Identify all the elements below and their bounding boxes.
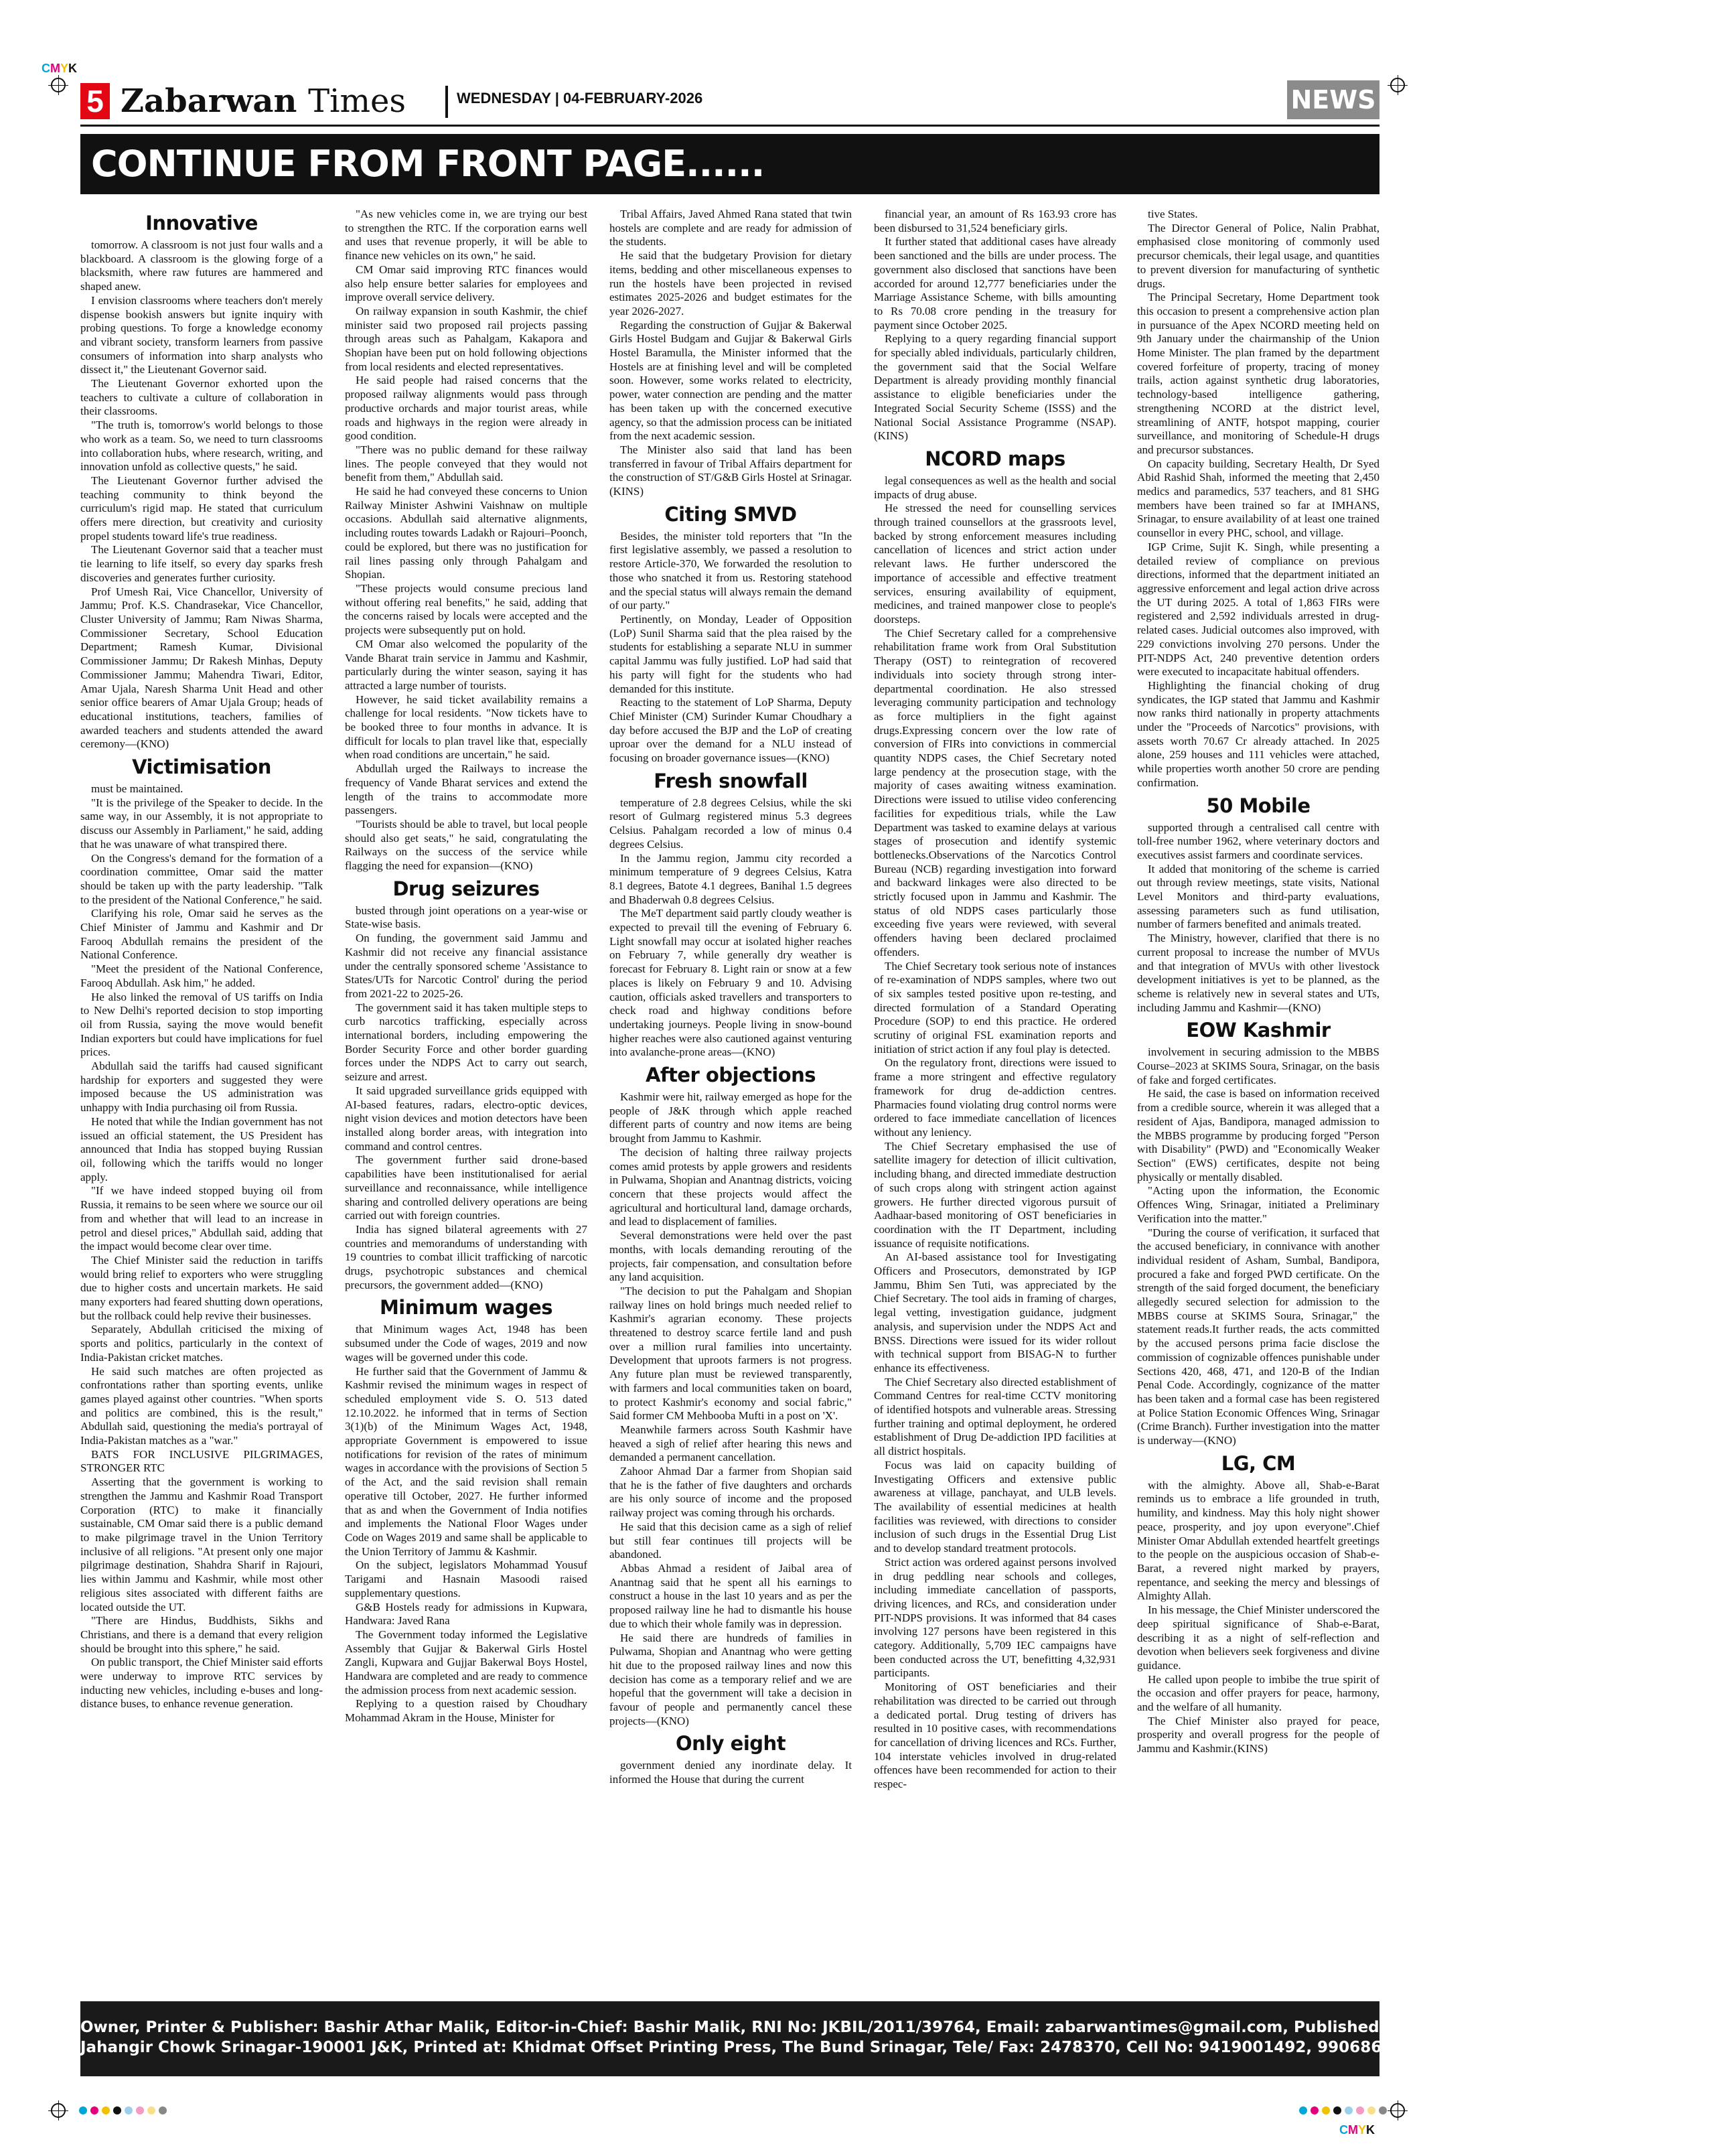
article-paragraph: I envision classrooms where teachers don't merely dispense bookish answers but ignite inquiry with probing questions. To forge a knowledge economy and vibrant society, transform learners from passive consumers of information into sharp analysts who dissect it," the Lieutenant Governor said. xyxy=(80,293,323,376)
imprint-footer xyxy=(80,2001,1717,2076)
article-paragraph: On the regulatory front, directions were issued to frame a more stringent and effective regulatory framework for drug de-addiction centres. Pharmacies found violating drug control norms were ordered to face immediate cancellation of licences without any leniency. xyxy=(874,1056,1116,1139)
article-paragraph: The decision of halting three railway projects comes amid protests by apple growers and residents in Pulwama, Shopian and Anantnag districts, voicing concern that these projects would affect the agricultural and horticultural land, damage orchards, and lead to displacement of families. xyxy=(609,1145,852,1228)
paper-name-first: Zabarwan xyxy=(121,82,297,120)
article-paragraph: "It is the privilege of the Speaker to decide. In the same way, in our Assembly, it is not appropriate to discuss our Assembly in Parliament," he said, adding that he was unaware of what transpired there. xyxy=(80,796,323,851)
article-headline: Victimisation xyxy=(132,756,271,779)
cmyk-k: K xyxy=(68,62,78,75)
cmyk-c: C xyxy=(42,62,50,75)
cmyk-c: C xyxy=(1339,2123,1348,2137)
article-headline: NCORD maps xyxy=(925,447,1065,470)
masthead-divider xyxy=(445,86,448,118)
article-paragraph: It added that monitoring of the scheme is carried out through review meetings, state visits, National Level Monitors and third-party evaluations, assessing parameters such as fund utilisation, number of farmers benefited and animals treated. xyxy=(1137,862,1379,931)
registration-mark-icon xyxy=(51,78,66,92)
article-paragraph: He further said that the Government of Jammu & Kashmir revised the minimum wages in respect of scheduled employment vide S. O. 513 dated 12.10.2022. he informed that in terms of Section 3(1)(b) of the Minimum Wages Act, 1948, appropriate Government is empowered to issue notifications for revision of the rates of minimum wages in accordance with the provisions of Section 5 of the Act, and the said revision shall remain operative till October, 2027. He further informed that as and when the Government of India notifies and implements the National Floor Wages under Code on Wages 2019 and same shall be applicable to the Union Territory of Jammu & Kashmir. xyxy=(345,1364,587,1558)
article-paragraph: In the Jammu region, Jammu city recorded a minimum temperature of 9 degrees Celsius, Katra 8.1 degrees, Batote 4.1 degrees, Banihal 1.5 degrees and Bhaderwah 0.8 degrees Celsius. xyxy=(609,851,852,906)
article-paragraph: must be maintained. xyxy=(91,782,183,796)
article-paragraph: BATS FOR INCLUSIVE PILGRIMAGES, STRONGER RTC xyxy=(80,1447,323,1475)
article-paragraph: He said that this decision came as a sigh of relief but still fear continues till projects will be abandoned. xyxy=(609,1520,852,1561)
article-paragraph: supported through a centralised call centre with toll-free number 1962, where veterinary doctors and executives assist farmers and coordinate services. xyxy=(1137,820,1379,861)
cmyk-label-bottom xyxy=(1339,2123,1375,2137)
article-paragraph: Tribal Affairs, Javed Ahmed Rana stated that twin hostels are complete and are ready for admission of the students. xyxy=(609,208,852,248)
article-paragraph: He said such matches are often projected as confrontations rather than sporting events, unlike games played against other countries. "When sports and politics are combined, this is the result," Abdullah said, questioning the media's portrayal of India-Pakistan matches as a "war." xyxy=(80,1364,323,1447)
article-paragraph: On public transport, the Chief Minister said efforts were underway to improve RTC services by inducting new vehicles, including e-buses and long-distance buses, to enhance revenue generation. xyxy=(80,1656,323,1711)
article-paragraph: Pertinently, on Monday, Leader of Opposition (LoP) Sunil Sharma said that the plea raised by the students for establishing a separate NLU in summer capital Jammu was fully justified. LoP had said that his party will fight for the students who had demanded for this institute. xyxy=(609,612,852,695)
article-paragraph: The Lieutenant Governor exhorted upon the teachers to cultivate a culture of collaboration in their classrooms. xyxy=(80,377,323,418)
article-paragraph: Abbas Ahmad a resident of Jaibal area of Anantnag said that he spent all his earnings to construct a house in the last 10 years and as per the proposed railway line he had to dismantle his house due to which their whole family was in depression. xyxy=(609,1561,852,1630)
column-1 xyxy=(80,208,323,1989)
article-paragraph: The Chief Secretary called for a comprehensive rehabilitation frame work from Oral Substitution Therapy (OST) to reintegration of recovered individuals into society through strong inter-departmental coordination. He also stressed leveraging community participation and technology as force multipliers in the fight against drugs.Expressing concern over the low rate of conversion of FIRs into convictions in commercial quantity NDPS cases, the Chief Secretary noted large pendency at the prosecution stage, with the majority of cases awaiting witness examination. Directions were issued to utilise video conferencing facilities for expeditious trials, while the Law Department was tasked to examine delays at various stages of prosecution and identify systemic bottlenecks.Observations of the Narcotics Control Bureau (NCB) regarding investigation into forward and backward linkages were also directed to be strictly focused upon in Jammu and Kashmir. The status of old NDPS cases particularly those exceeding five years were reviewed, with several offenders having been declared proclaimed offenders. xyxy=(874,626,1116,958)
article-paragraph: The Lieutenant Governor said that a teacher must tie learning to life itself, so every day sparks fresh discoveries and generates further curiosity. xyxy=(80,543,323,584)
article-paragraph: Prof Umesh Rai, Vice Chancellor, University of Jammu; Prof. K.S. Chandrasekar, Vice Chancellor, Cluster University of Jammu; Ram Niwas Sharma, Commissioner Secretary, School Education Department; Ramesh Kumar, Divisional Commissioner Jammu; Dr Rakesh Minhas, Deputy Commissioner Jammu; Mahendra Tiwari, Editor, Amar Ujala, Naresh Sharma Unit Head and other senior office bearers of Amar Ujala Group; heads of educational institutions, teachers, families of awarded teachers and students attended the award ceremony—(KNO) xyxy=(80,585,323,751)
column-3 xyxy=(609,208,852,1989)
article-paragraph: busted through joint operations on a year-wise or State-wise basis. xyxy=(345,904,587,931)
article-paragraph: The Principal Secretary, Home Department took this occasion to present a comprehensive action plan in pursuance of the Apex NCORD meeting held on 9th January under the chairmanship of the Union Home Minister. The plan framed by the department covered forfeiture of property, tracing of money trails, action against synthetic drug laboratories, technology-based intelligence gathering, strengthening NCORD at the district level, streamlining of ANTF, hotspot mapping, courier surveillance, and monitoring of Schedule-H drugs and precursor substances. xyxy=(1137,291,1379,456)
article-paragraph: "Tourists should be able to travel, but local people should also get seats," he said, congratulating the Railways on the success of the service while flagging the need for expansion—(KNO) xyxy=(345,817,587,873)
article-headline: Drug seizures xyxy=(392,877,540,900)
article-paragraph: India has signed bilateral agreements with 27 countries and memorandums of understanding with 19 countries to combat illicit trafficking of narcotic drugs, psychotropic substances and chemical precursors, the government added—(KNO) xyxy=(345,1222,587,1291)
article-paragraph: On capacity building, Secretary Health, Dr Syed Abid Rashid Shah, informed the meeting that 2,450 medics and paramedics, 537 teachers, and 81 SHG members have been trained so far at IMHANS, Srinagar, to ensure availability of at least one trained counsellor in every PHC, school, and village. xyxy=(1137,457,1379,540)
article-paragraph: The government further said drone-based capabilities have been institutionalised for aerial surveillance and reconnaissance, while intelligence sharing and controlled delivery operations are being carried out with foreign countries. xyxy=(345,1153,587,1222)
color-bar-left xyxy=(79,2106,167,2114)
article-paragraph: On the Congress's demand for the formation of a coordination committee, Omar said the matter should be taken up with the party leadership. "Talk to the president of the National Conference," he said. xyxy=(80,851,323,906)
cmyk-y: Y xyxy=(60,62,69,75)
article-paragraph: CM Omar also welcomed the popularity of the Vande Bharat train service in Jammu and Kashmir, particularly during the winter season, saying it has attracted a large number of tourists. xyxy=(345,637,587,692)
article-paragraph: Replying to a query regarding financial support for specially abled individuals, particularly children, the government said that the Social Welfare Department is already providing monthly financial assistance to eligible beneficiaries under the Integrated Social Security Scheme (ISSS) and the National Social Assistance Programme (NSAP). (KINS) xyxy=(874,332,1116,443)
page-number: 5 xyxy=(80,83,110,119)
article-paragraph: The Chief Secretary also directed establishment of Command Centres for real-time CCTV monitoring of identified hotspots and vulnerable areas. Stressing further training and optimal deployment, he ordered establishment of Drug De-addiction IPD facilities at all district hospitals. xyxy=(874,1375,1116,1458)
article-paragraph: "The truth is, tomorrow's world belongs to those who work as a team. So, we need to turn classrooms into collaboration hubs, where research, writing, and innovation unfold as collective quests," he said. xyxy=(80,419,323,474)
article-paragraph: The Chief Secretary emphasised the use of satellite imagery for detection of illicit cultivation, including bhang, and directed immediate destruction of such crops along with stringent action against growers. He further directed vigorous pursuit of Aadhaar-based monitoring of OST beneficiaries in coordination with the IT Department, including issuance of requisite notifications. xyxy=(874,1139,1116,1250)
article-paragraph: with the almighty. Above all, Shab-e-Barat reminds us to embrace a life grounded in truth, humility, and kindness. May this holy night shower peace, prosperity, and joy upon everyone".Chief Minister Omar Abdullah extended heartfelt greetings to the people on the auspicious occasion of Shab-e-Barat, a revered night marked by prayers, repentance, and seeking the mercy and blessings of Almighty Allah. xyxy=(1137,1478,1379,1603)
article-paragraph: However, he said ticket availability remains a challenge for local residents. "Now tickets have to be booked three to four months in advance. It is difficult for locals to plan travel like that, especially when road conditions are uncertain," he said. xyxy=(345,693,587,762)
color-bar-right xyxy=(1299,2106,1387,2114)
article-paragraph: The Chief Minister also prayed for peace, prosperity and overall progress for the people of Jammu and Kashmir.(KINS) xyxy=(1137,1714,1379,1755)
article-paragraph: He said people had raised concerns that the proposed railway alignments would pass through productive orchards and major tourist areas, while roads and highways in the region were already in good condition. xyxy=(345,374,587,443)
dateline-date: 04-FEBRUARY-2026 xyxy=(563,90,703,106)
paper-name-second: Times xyxy=(308,82,406,120)
article-paragraph: "Acting upon the information, the Economic Offences Wing, Srinagar, initiated a Preliminary Verification into the matter." xyxy=(1137,1184,1379,1225)
article-paragraph: Abdullah said the tariffs had caused significant hardship for exporters and suggested they were imposed because the US administration was unhappy with India purchasing oil from Russia. xyxy=(80,1060,323,1115)
article-paragraph: Kashmir were hit, railway emerged as hope for the people of J&K through which apple reached different parts of country and now items are being brought from Jammu to Kashmir. xyxy=(609,1090,852,1145)
article-paragraph: Meanwhile farmers across South Kashmir have heaved a sigh of relief after hearing this news and demanded a permanent cancellation. xyxy=(609,1423,852,1464)
cmyk-m: M xyxy=(50,62,60,75)
article-paragraph: On funding, the government said Jammu and Kashmir did not receive any financial assistance under the centrally sponsored scheme 'Assistance to States/UTs for Narcotic Control' during the period from 2021-22 to 2025-26. xyxy=(345,932,587,1000)
article-paragraph: Focus was laid on capacity building of Investigating Officers and extensive public awareness at village, panchayat, and ULB levels. The availability of essential medicines at health facilities was reviewed, with directions to consider inclusion of such drugs in the Essential Drug List and to develop standard treatment protocols. xyxy=(874,1458,1116,1555)
article-paragraph: Besides, the minister told reporters that "In the first legislative assembly, we passed a resolution to restore Article-370, We forwarded the resolution to those who snatched it from us. Restoring statehood and the special status will always remain the demand of our party." xyxy=(609,529,852,612)
article-paragraph: IGP Crime, Sujit K. Singh, while presenting a detailed review of compliance on previous directions, informed that the department initiated an aggressive enforcement and legal action drive across the UT during 2025. A total of 1,863 FIRs were registered and 2,592 individuals arrested in drug-related cases. Judicial outcomes also improved, with 229 convictions involving 270 persons. Under the PIT-NDPS Act, 240 preventive detention orders were executed to incapacitate habitual offenders. xyxy=(1137,540,1379,678)
article-paragraph: The Minister also said that land has been transferred in favour of Tribal Affairs department for the construction of ST/G&B Girls Hostel at Srinagar.(KINS) xyxy=(609,443,852,498)
article-paragraph: government denied any inordinate delay. It informed the House that during the current xyxy=(609,1759,852,1786)
registration-mark-icon xyxy=(1390,78,1405,92)
paper-name xyxy=(121,80,406,122)
article-paragraph: "Meet the president of the National Conference, Farooq Abdullah. Ask him," he added. xyxy=(80,962,323,989)
article-paragraph: "These projects would consume precious land without offering real benefits," he said, adding that the concerns raised by locals were accepted and the projects were subsequently put on hold. xyxy=(345,581,587,637)
dateline: WEDNESDAY | 04-FEBRUARY-2026 xyxy=(457,90,703,106)
dateline-day: WEDNESDAY xyxy=(457,90,551,106)
article-headline: Citing SMVD xyxy=(664,502,797,526)
article-paragraph: Replying to a question raised by Choudhary Mohammad Akram in the House, Minister for xyxy=(345,1697,587,1725)
article-headline: Innovative xyxy=(145,212,258,234)
article-paragraph: The Lieutenant Governor further advised the teaching community to think beyond the curriculum's rigid map. He stated that curriculum offers mere direction, but creativity and curiosity propel students toward life's true readiness. xyxy=(80,474,323,543)
column-5 xyxy=(1137,208,1379,1989)
article-paragraph: CM Omar said improving RTC finances would also help ensure better salaries for employees and improve overall service delivery. xyxy=(345,263,587,304)
section-label: NEWS xyxy=(1287,80,1379,119)
article-paragraph: "There was no public demand for these railway lines. The people conveyed that they would not benefit from them," Abdullah said. xyxy=(345,443,587,484)
article-paragraph: The MeT department said partly cloudy weather is expected to prevail till the evening of February 6. Light snowfall may occur at isolated higher reaches on February 7, while generally dry weather is forecast for February 8. Light rain or snow at a few places is likely on February 9 and 10. Advising caution, officials asked travellers and transporters to check road and highway conditions before undertaking journeys. People living in snow-bound higher reaches were also cautioned against venturing into avalanche-prone areas—(KNO) xyxy=(609,907,852,1059)
article-headline: Minimum wages xyxy=(379,1296,553,1319)
article-paragraph: tive States. xyxy=(1148,208,1198,220)
cmyk-label-top xyxy=(42,62,77,76)
article-paragraph: The Ministry, however, clarified that there is no current proposal to increase the number of MVUs and that integration of MVUs with other livestock development initiatives is yet to be planned, as the scheme is relatively new in several states and UTs, including Jammu and Kashmir—(KNO) xyxy=(1137,932,1379,1014)
article-headline: After objections xyxy=(645,1064,816,1087)
column-4 xyxy=(874,208,1116,1989)
article-paragraph: He said there are hundreds of families in Pulwama, Shopian and Anantnag who were getting hit due to the proposed railway lines and now this decision has come as a temporary relief and we are hopeful that the government will take a decision in favour of people and permanently cancel these projects—(KNO) xyxy=(609,1631,852,1727)
article-paragraph: The Chief Secretary took serious note of instances of re-examination of NDPS samples, where two out of six samples tested positive upon re-testing, and directed formulation of a Standard Operating Procedure (SOP) to end this practice. He ordered scrutiny of original FSL examination reports and initiation of strict action if any foul play is detected. xyxy=(874,959,1116,1056)
article-paragraph: "As new vehicles come in, we are trying our best to strengthen the RTC. If the corporation earns well and uses that revenue properly, it will be able to finance new vehicles on its own," he said. xyxy=(345,208,587,263)
article-paragraph: In his message, the Chief Minister underscored the deep spiritual significance of Shab-e-Barat, describing it as a night of self-reflection and devotion when believers seek forgiveness and divine guidance. xyxy=(1137,1603,1379,1672)
page-banner: CONTINUE FROM FRONT PAGE...... xyxy=(80,134,1379,194)
article-paragraph: Monitoring of OST beneficiaries and their rehabilitation was directed to be carried out through a dedicated portal. Drug testing of drivers has resulted in 10 positive cases, with recommendations for cancellation of driving licences and RCs. Further, 104 interstate vehicles involved in drug-related offences have been recommended for action to their respec- xyxy=(874,1680,1116,1791)
column-2 xyxy=(345,208,587,1989)
article-paragraph: It further stated that additional cases have already been sanctioned and the bills are under process. The government also disclosed that sanctions have been accorded for around 12,777 beneficiaries under the Marriage Assistance Scheme, with bills amounting to Rs 70.08 crore pending in the treasury for payment since October 2025. xyxy=(874,235,1116,332)
registration-mark-icon xyxy=(51,2103,66,2118)
article-paragraph: He called upon people to imbibe the true spirit of the occasion and offer prayers for peace, harmony, and the welfare of all humanity. xyxy=(1137,1672,1379,1714)
article-headline: 50 Mobile xyxy=(1206,794,1311,817)
article-paragraph: Highlighting the financial choking of drug syndicates, the IGP stated that Jammu and Kashmir now ranks third nationally in property attachments under the "Proceeds of Narcotics" provisions, with assets worth 70.67 Cr already attached. In 2025 alone, 259 houses and 111 vehicles were attached, while properties worth another 50 crore are pending confirmation. xyxy=(1137,678,1379,789)
article-paragraph: It said upgraded surveillance grids equipped with AI-based features, radars, electro-optic devices, night vision devices and motion detectors have been installed along border areas, with integration into command and control centres. xyxy=(345,1084,587,1153)
article-paragraph: On the subject, legislators Mohammad Yousuf Tarigami and Hasnain Masoodi raised supplementary questions. xyxy=(345,1559,587,1599)
article-paragraph: Abdullah urged the Railways to increase the frequency of Vande Bharat services and extend the length of the trains to accommodate more passengers. xyxy=(345,762,587,817)
article-paragraph: Separately, Abdullah criticised the mixing of sports and politics, particularly in the context of India-Pakistan cricket matches. xyxy=(80,1323,323,1364)
article-paragraph: The Government today informed the Legislative Assembly that Gujjar & Bakerwal Girls Hostel Zangli, Kupwara and Gujjar Bakerwal Boys Hostel, Handwara are completed and are ready to commence the admission process from next academic session. xyxy=(345,1628,587,1697)
article-paragraph: Zahoor Ahmad Dar a farmer from Shopian said that he is the father of five daughters and orchards are his only source of income and the proposed railway project was coming through his orchards. xyxy=(609,1465,852,1520)
masthead xyxy=(80,80,1379,122)
article-paragraph: He stressed the need for counselling services through trained counsellors at the grassroots level, backed by strong enforcement measures including cancellation of licences and strict action under relevant laws. He further underscored the importance of accessible and effective treatment services, ensuring availability of equipment, medicines, and trained manpower close to people's doorsteps. xyxy=(874,502,1116,626)
cmyk-k: K xyxy=(1366,2123,1375,2137)
masthead-rule xyxy=(80,125,1379,127)
article-paragraph: Strict action was ordered against persons involved in drug peddling near schools and colleges, including immediate cancellation of passports, driving licences, and RCs, and consideration under PIT-NDPS provisions. It was informed that 84 cases involving 127 persons have been registered in this category. Additionally, 5,709 IEC campaigns have been conducted across the UT, benefitting 4,32,931 participants. xyxy=(874,1555,1116,1680)
article-paragraph: He also linked the removal of US tariffs on India to New Delhi's reported decision to stop importing oil from Russia, saying the move would benefit Indian exporters but could have implications for fuel prices. xyxy=(80,990,323,1059)
article-paragraph: tomorrow. A classroom is not just four walls and a blackboard. A classroom is the glowing forge of a blacksmith, where raw futures are hammered and shaped anew. xyxy=(80,238,323,293)
article-headline: EOW Kashmir xyxy=(1186,1019,1331,1042)
cmyk-m: M xyxy=(1348,2123,1358,2137)
article-paragraph: He said, the case is based on information received from a credible source, wherein it was alleged that a resident of Ajas, Bandipora, managed admission to the MBBS programme by producing forged "Person with Disability" (PWD) and "Economically Weaker Section" (EWS) certificates, despite not being physically or mentally disabled. xyxy=(1137,1087,1379,1183)
article-paragraph: Several demonstrations were held over the past months, with locals demanding rerouting of the projects, fair compensation, and consultation before any land acquisition. xyxy=(609,1229,852,1284)
article-paragraph: "During the course of verification, it surfaced that the accused beneficiary, in connivance with another individual resident of Asham, Sumbal, Bandipora, procured a fake and forged PWD certificate. On the strength of the said forged document, the beneficiary allegedly secured selection for admission to the MBBS course at SKIMS Soura, Srinagar," the statement reads.It further reads, the acts committed by the accused persons prima facie disclose the commission of cognizable offences punishable under Sections 420, 468, 471, and 120-B of the Indian Penal Code. Accordingly, cognizance of the matter has been taken and a formal case has been registered at Police Station Economic Offences Wing, Srinagar (Crime Branch). Further investigation into the matter is underway—(KNO) xyxy=(1137,1226,1379,1447)
article-paragraph: Asserting that the government is working to strengthen the Jammu and Kashmir Road Transport Corporation (RTC) to make it financially sustainable, CM Omar said there is a public demand to make pilgrimage travel in the Union Territory inclusive of all religions. "At present only one major pilgrimage destination, Shahdra Sharif in Rajouri, lies within Jammu and Kashmir, while most other religious sites associated with different faiths are located outside the UT. xyxy=(80,1476,323,1613)
article-paragraph: involvement in securing admission to the MBBS Course–2023 at SKIMS Soura, Srinagar, on the basis of fake and forged certificates. xyxy=(1137,1046,1379,1086)
article-paragraph: that Minimum wages Act, 1948 has been subsumed under the Code of wages, 2019 and now wages will be governed under this code. xyxy=(345,1323,587,1364)
article-paragraph: temperature of 2.8 degrees Celsius, while the ski resort of Gulmarg registered minus 5.3 degrees Celsius. Pahalgam recorded a low of minus 0.4 degrees Celsius. xyxy=(609,796,852,851)
article-paragraph: "The decision to put the Pahalgam and Shopian railway lines on hold brings much needed relief to Kashmir's agrarian economy. These projects threatened to destroy scarce fertile land and push over a million rural families into uncertainty. Development that uproots farmers is not progress. Any future plan must be reviewed transparently, with farmers and local communities taken on board, to protect Kashmir's economy and social fabric," Said former CM Mehbooba Mufti in a post on 'X'. xyxy=(609,1284,852,1423)
article-paragraph: "There are Hindus, Buddhists, Sikhs and Christians, and there is a demand that every religion should be brought into this sphere," he said. xyxy=(80,1614,323,1655)
article-paragraph: The Chief Minister said the reduction in tariffs would bring relief to exporters who were struggling due to higher costs and uncertain markets. He said many exporters had feared shutting down operations, but the rollback could help revive their businesses. xyxy=(80,1253,323,1322)
article-paragraph: He said that the budgetary Provision for dietary items, bedding and other miscellaneous expenses to run the hostels have been projected in revised estimates 2025-2026 and budget estimates for the year 2026-2027. xyxy=(609,249,852,317)
imprint-line-1: Owner, Printer & Publisher: Bashir Athar Malik, Editor-in-Chief: Bashir Malik, RNI No: JKBIL/2011/39764, Email: zabarwantimes@gmail.com, Published at: Govt. Quarters, B-6, Budshah Flats xyxy=(80,2019,1717,2036)
article-paragraph: Regarding the construction of Gujjar & Bakerwal Girls Hostel Budgam and Gujjar & Bakerwal Girls Hostel Baramulla, the Minister informed that the Hostels are at finishing level and will be completed soon. However, some works related to electricity, power, water connection are pending and the matter has been taken up with the concerned executive agency, so that the admission process can be initiated from the next academic session. xyxy=(609,318,852,443)
article-paragraph: "If we have indeed stopped buying oil from Russia, it remains to be seen where we source our oil from and whether that will lead to an increase in petrol and diesel prices," Abdullah said, adding that the impact would become clear over time. xyxy=(80,1184,323,1253)
article-headline: Fresh snowfall xyxy=(654,769,808,792)
article-paragraph: G&B Hostels ready for admissions in Kupwara, Handwara: Javed Rana xyxy=(345,1600,587,1628)
article-paragraph: He noted that while the Indian government has not issued an official statement, the US President has announced that India has stopped buying Russian oil, following which the tariffs would no longer apply. xyxy=(80,1115,323,1183)
article-paragraph: Clarifying his role, Omar said he serves as the Chief Minister of Jammu and Kashmir and Dr Farooq Abdullah remains the president of the National Conference. xyxy=(80,907,323,962)
article-headline: Only eight xyxy=(675,1732,786,1755)
imprint-line-2: Jahangir Chowk Srinagar-190001 J&K, Printed at: Khidmat Offset Printing Press, The Bund Srinagar, Tele/ Fax: 2478370, Cell No: 9419001492, 9906868501 xyxy=(80,2039,1425,2056)
registration-mark-icon xyxy=(1390,2103,1405,2118)
article-paragraph: An AI-based assistance tool for Investigating Officers and Prosecutors, demonstrated by IGP Jammu, Bhim Sen Tuti, was appreciated by the Chief Secretary. The tool aids in framing of charges, legal vetting, investigation guidance, judgment analysis, and supervision under the NDPS Act and BNSS. Directions were issued for its wider rollout with technical support from BISAG-N to further enhance its effectiveness. xyxy=(874,1250,1116,1374)
article-paragraph: Reacting to the statement of LoP Sharma, Deputy Chief Minister (CM) Surinder Kumar Choudhary a day before accused the BJP and the LoP of creating uproar over the demand for a NLU instead of focusing on broader governance issues—(KNO) xyxy=(609,696,852,765)
article-paragraph: financial year, an amount of Rs 163.93 crore has been disbursed to 31,524 beneficiary girls. xyxy=(874,208,1116,234)
article-paragraph: The government said it has taken multiple steps to curb narcotics trafficking, especially across international borders, including empowering the Border Security Force and other border guarding forces under the NDPS Act to carry out search, seizure and arrest. xyxy=(345,1001,587,1084)
article-headline: LG, CM xyxy=(1221,1451,1296,1475)
article-paragraph: On railway expansion in south Kashmir, the chief minister said two proposed rail projects passing through areas such as Pahalgam, Kakapora and Shopian have been put on hold following objections from local residents and elected representatives. xyxy=(345,304,587,373)
article-paragraph: legal consequences as well as the health and social impacts of drug abuse. xyxy=(874,474,1116,501)
article-paragraph: The Director General of Police, Nalin Prabhat, emphasised close monitoring of commonly used precursor chemicals, their legal usage, and quantities to prevent diversion for manufacturing of synthetic drugs. xyxy=(1137,221,1379,290)
cmyk-y: Y xyxy=(1358,2123,1367,2137)
article-paragraph: He said he had conveyed these concerns to Union Railway Minister Ashwini Vaishnaw on multiple occasions. Abdullah said alternative alignments, including routes towards Ladakh or Rajouri–Poonch, could be explored, but there was no justification for rail lines passing only through Pahalgam and Shopian. xyxy=(345,485,587,581)
